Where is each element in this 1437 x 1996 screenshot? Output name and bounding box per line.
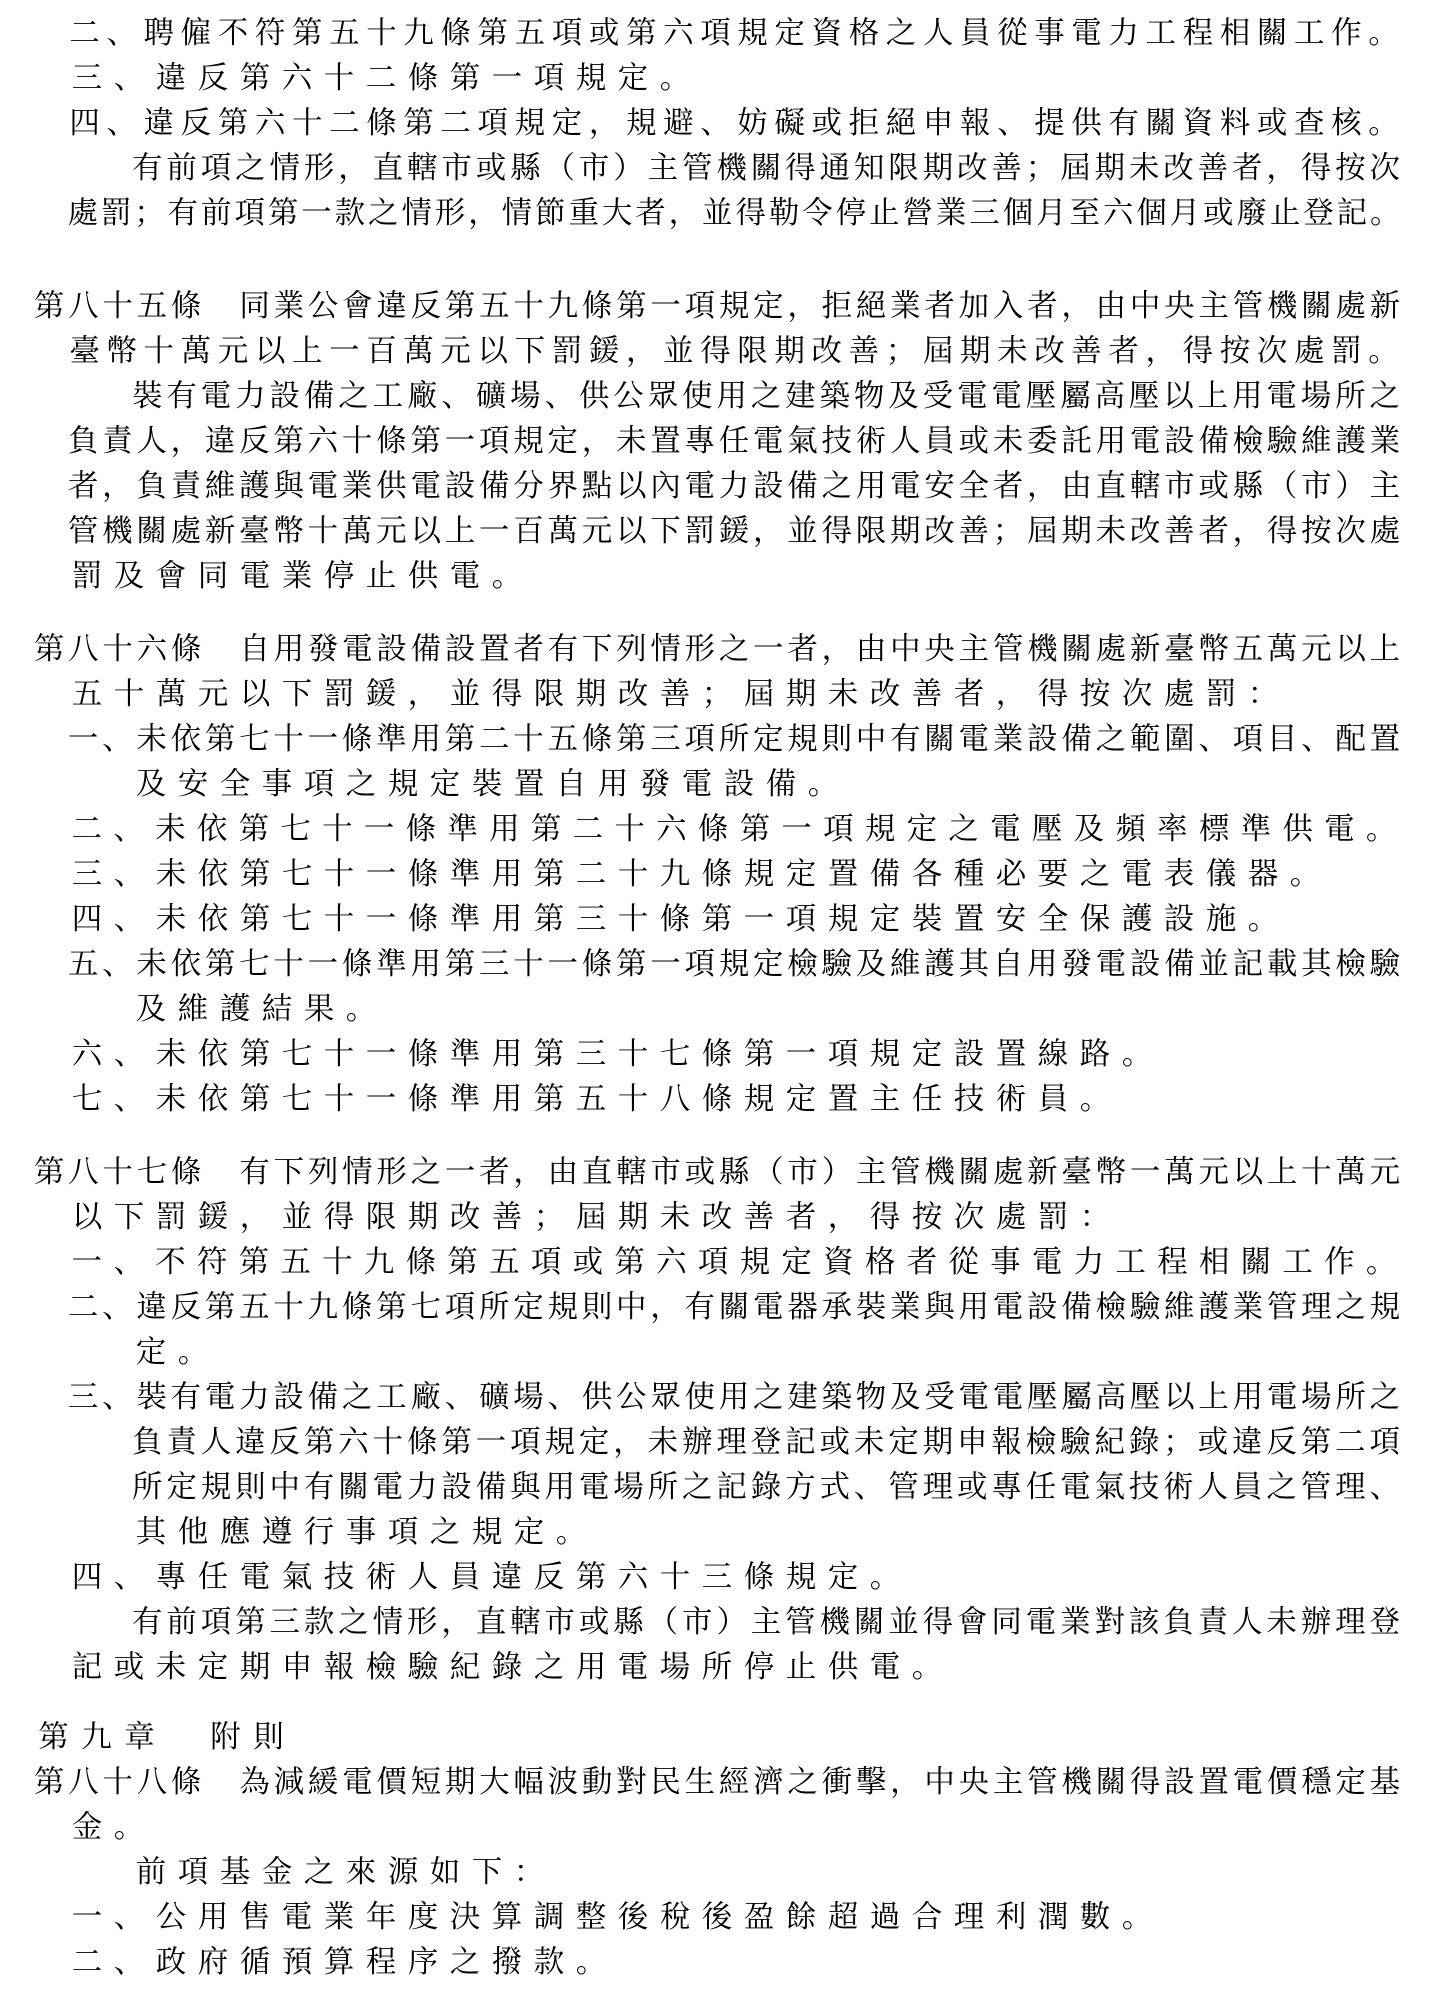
paragraph-line: 有 前 項 第 三 款 之 情 形 ， 直 轄 市 或 縣 （ 市 ） 主 管 機 關 並 得 會 同 電 業 對 該 負 責 人 未 辦 理 登 xyxy=(131,1605,1401,1640)
list-item: 其 他 應 遵 行 事 項 之 規 定 。 xyxy=(135,1515,587,1550)
paragraph-line: 臺 幣 十 萬 元 以 上 一 百 萬 元 以 下 罰 鍰 ， 並 得 限 期 改 善 ； 屆 期 未 改 善 者 ， 得 按 次 處 罰 。 xyxy=(69,334,1399,369)
list-item: 定 。 xyxy=(135,1335,209,1370)
paragraph-line: 前 項 基 金 之 來 源 如 下 ： xyxy=(135,1855,545,1890)
paragraph-line: 負 責 人 ， 違 反 第 六 十 條 第 一 項 規 定 ， 未 置 專 任 電 氣 技 術 人 員 或 未 委 託 用 電 設 備 檢 驗 維 護 業 xyxy=(67,424,1401,459)
paragraph-line: 處 罰 ； 有 前 項 第 一 款 之 情 形 ， 情 節 重 大 者 ， 並 得 勒 令 停 止 營 業 三 個 月 至 六 個 月 或 廢 止 登 記 。 xyxy=(67,196,1401,231)
list-item: 三 、 裝 有 電 力 設 備 之 工 廠 、 礦 場 、 供 公 眾 使 用 之 建 築 物 及 受 電 電 壓 屬 高 壓 以 上 用 電 場 所 之 xyxy=(67,1380,1401,1415)
paragraph-line: 以 下 罰 鍰 ， 並 得 限 期 改 善 ； 屆 期 未 改 善 者 ， 得 按 次 處 罰 ： xyxy=(71,1200,1111,1235)
list-item: 三 、 未 依 第 七 十 一 條 準 用 第 二 十 九 條 規 定 置 備 各 種 必 要 之 電 表 儀 器 。 xyxy=(71,857,1321,892)
list-item: 及 安 全 事 項 之 規 定 裝 置 自 用 發 電 設 備 。 xyxy=(135,767,839,802)
list-item: 六 、 未 依 第 七 十 一 條 準 用 第 三 十 七 條 第 一 項 規 定 設 置 線 路 。 xyxy=(71,1037,1153,1072)
paragraph-line: 罰 及 會 同 電 業 停 止 供 電 。 xyxy=(71,559,523,594)
paragraph-line: 管 機 關 處 新 臺 幣 十 萬 元 以 上 一 百 萬 元 以 下 罰 鍰 ， 並 得 限 期 改 善 ； 屆 期 未 改 善 者 ， 得 按 次 處 xyxy=(67,514,1401,549)
list-item: 負 責 人 違 反 第 六 十 條 第 一 項 規 定 ， 未 辦 理 登 記 或 未 定 期 申 報 檢 驗 紀 錄 ； 或 違 反 第 二 項 xyxy=(131,1425,1401,1460)
article-heading-line: 第 八 十 六 條 自 用 發 電 設 備 設 置 者 有 下 列 情 形 之 一 者 ， 由 中 央 主 管 機 關 處 新 臺 幣 五 萬 元 以 上 xyxy=(33,632,1401,667)
list-item: 一 、 公 用 售 電 業 年 度 決 算 調 整 後 稅 後 盈 餘 超 過 合 理 利 潤 數 。 xyxy=(71,1900,1153,1935)
paragraph-line: 金 。 xyxy=(71,1810,145,1845)
list-item: 四 、 違 反 第 六 十 二 條 第 二 項 規 定 ， 規 避 、 妨 礙 或 拒 絕 申 報 、 提 供 有 關 資 料 或 查 核 。 xyxy=(69,106,1399,141)
list-item: 四 、 未 依 第 七 十 一 條 準 用 第 三 十 條 第 一 項 規 定 裝 置 安 全 保 護 設 施 。 xyxy=(71,902,1279,937)
article-heading-line: 第 八 十 五 條 同 業 公 會 違 反 第 五 十 九 條 第 一 項 規 定 ， 拒 絕 業 者 加 入 者 ， 由 中 央 主 管 機 關 處 新 xyxy=(33,289,1401,324)
list-item: 二 、 政 府 循 預 算 程 序 之 撥 款 。 xyxy=(71,1945,607,1980)
paragraph-line: 裝 有 電 力 設 備 之 工 廠 、 礦 場 、 供 公 眾 使 用 之 建 築 物 及 受 電 電 壓 屬 高 壓 以 上 用 電 場 所 之 xyxy=(131,379,1401,414)
paragraph-line: 記 或 未 定 期 申 報 檢 驗 紀 錄 之 用 電 場 所 停 止 供 電 。 xyxy=(71,1650,943,1685)
list-item: 三 、 違 反 第 六 十 二 條 第 一 項 規 定 。 xyxy=(71,61,691,96)
article-heading-line: 第 八 十 八 條 為 減 緩 電 價 短 期 大 幅 波 動 對 民 生 經 濟 之 衝 擊 ， 中 央 主 管 機 關 得 設 置 電 價 穩 定 基 xyxy=(33,1765,1401,1800)
list-item: 五 、 未 依 第 七 十 一 條 準 用 第 三 十 一 條 第 一 項 規 定 檢 驗 及 維 護 其 自 用 發 電 設 備 並 記 載 其 檢 驗 xyxy=(67,947,1401,982)
list-item: 七 、 未 依 第 七 十 一 條 準 用 第 五 十 八 條 規 定 置 主 任 技 術 員 。 xyxy=(71,1082,1111,1117)
list-item: 二 、 未 依 第 七 十 一 條 準 用 第 二 十 六 條 第 一 項 規 定 之 電 壓 及 頻 率 標 準 供 電 。 xyxy=(71,812,1397,847)
list-item: 及 維 護 結 果 。 xyxy=(135,992,377,1027)
list-item: 所 定 規 則 中 有 關 電 力 設 備 與 用 電 場 所 之 記 錄 方 式 、 管 理 或 專 任 電 氣 技 術 人 員 之 管 理 、 xyxy=(131,1470,1401,1505)
chapter-heading: 第 九 章 附 則 xyxy=(38,1720,284,1755)
list-item: 二 、 聘 僱 不 符 第 五 十 九 條 第 五 項 或 第 六 項 規 定 資 格 之 人 員 從 事 電 力 工 程 相 關 工 作 。 xyxy=(69,16,1399,51)
paragraph-line: 者 ， 負 責 維 護 與 電 業 供 電 設 備 分 界 點 以 內 電 力 設 備 之 用 電 安 全 者 ， 由 直 轄 市 或 縣 （ 市 ） 主 xyxy=(67,469,1401,504)
list-item: 二 、 違 反 第 五 十 九 條 第 七 項 所 定 規 則 中 ， 有 關 電 器 承 裝 業 與 用 電 設 備 檢 驗 維 護 業 管 理 之 規 xyxy=(67,1290,1401,1325)
article-heading-line: 第 八 十 七 條 有 下 列 情 形 之 一 者 ， 由 直 轄 市 或 縣 （ 市 ） 主 管 機 關 處 新 臺 幣 一 萬 元 以 上 十 萬 元 xyxy=(33,1155,1401,1190)
paragraph-line: 五 十 萬 元 以 下 罰 鍰 ， 並 得 限 期 改 善 ； 屆 期 未 改 善 者 ， 得 按 次 處 罰 ： xyxy=(71,677,1279,712)
paragraph-line: 有 前 項 之 情 形 ， 直 轄 市 或 縣 （ 市 ） 主 管 機 關 得 通 知 限 期 改 善 ； 屆 期 未 改 善 者 ， 得 按 次 xyxy=(131,151,1401,186)
list-item: 四 、 專 任 電 氣 技 術 人 員 違 反 第 六 十 三 條 規 定 。 xyxy=(71,1560,901,1595)
list-item: 一 、 未 依 第 七 十 一 條 準 用 第 二 十 五 條 第 三 項 所 定 規 則 中 有 關 電 業 設 備 之 範 圍 、 項 目 、 配 置 xyxy=(67,722,1401,757)
list-item: 一 、 不 符 第 五 十 九 條 第 五 項 或 第 六 項 規 定 資 格 者 從 事 電 力 工 程 相 關 工 作 。 xyxy=(71,1245,1397,1280)
